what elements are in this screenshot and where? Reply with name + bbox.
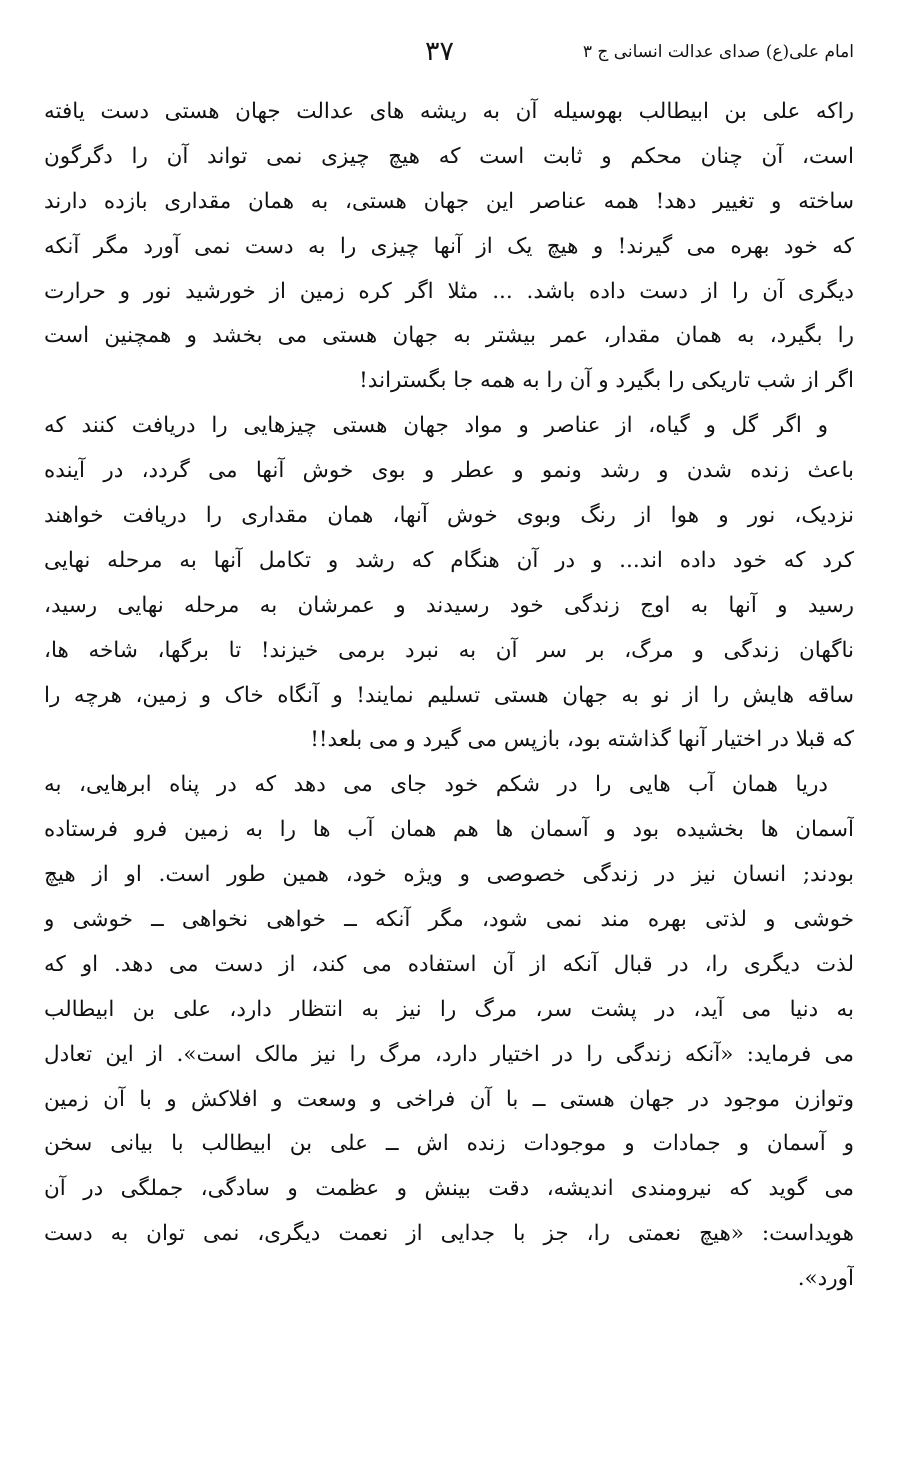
- text-line: که خود بهره می گیرند! و هیچ یک از آنها چیزی را به دست نمی آورد مگر آنکه: [44, 233, 854, 259]
- text-line: آورد».: [797, 1266, 854, 1292]
- text-line: به دنیا می آید، در پشت سر، مرگ را نیز به انتظار دارد، علی بن ابیطالب: [44, 996, 854, 1022]
- text-line: ساقه هایش را از نو به جهان هستی تسلیم نمایند! و آنگاه خاک و زمین، هرچه را: [44, 682, 854, 708]
- text-line: خوشی و لذتی بهره مند نمی شود، مگر آنکه ــ خواهی نخواهی ــ خوشی و: [44, 907, 854, 933]
- text-line: ساخته و تغییر دهد! همه عناصر این جهان هستی، به همان مقداری بازده دارند: [44, 188, 854, 214]
- text-line: و آسمان و جمادات و موجودات زنده اش ــ علی بن ابیطالب با بیانی سخن: [44, 1131, 854, 1157]
- text-line: رسید و آنها به اوج زندگی خود رسیدند و عمرشان به مرحله نهایی رسید،: [44, 592, 854, 618]
- text-line: آسمان ها بخشیده بود و آسمان ها هم همان آب ها را به زمین فرو فرستاده: [44, 817, 854, 843]
- paragraph: [44, 90, 854, 404]
- text-line: بودند; انسان نیز در زندگی خصوصی و ویژه خود، همین طور است. او از هیچ: [44, 862, 854, 888]
- text-line: می فرماید: «آنکه زندگی را در اختیار دارد، مرگ را نیز مالک است». از این تعادل: [44, 1041, 854, 1067]
- text-line: است، آن چنان محکم و ثابت است که هیچ چیزی نمی تواند آن را دگرگون: [44, 143, 854, 169]
- text-line: و اگر گل و گیاه، از عناصر و مواد جهان هستی چیزهایی را دریافت کنند که: [44, 413, 828, 439]
- text-line: که قبلا در اختیار آنها گذاشته بود، بازپس می گیرد و می بلعد!!: [310, 727, 854, 753]
- text-line: دریا همان آب هایی را در شکم خود جای می دهد که در پناه ابرهایی، به: [44, 772, 828, 798]
- page-number: ۳۷: [424, 36, 454, 67]
- body-text: [44, 90, 854, 1302]
- page-header: [44, 36, 854, 76]
- text-line: می گوید که نیرومندی اندیشه، دقت بینش و عظمت و سادگی، جملگی در آن: [44, 1176, 854, 1202]
- text-line: راکه علی بن ابیطالب بهوسیله آن به ریشه های عدالت جهان هستی دست یافته: [44, 99, 854, 124]
- text-line: لذت دیگری را، در قبال آنکه از آن استفاده می کند، از دست می دهد. او که: [44, 951, 854, 977]
- text-line: کرد که خود داده اند... و در آن هنگام که رشد و تکامل آنها به مرحله نهایی: [44, 547, 854, 573]
- text-line: نزدیک، نور و هوا از رنگ وبوی خوش آنها، همان مقداری را دریافت خواهند: [44, 503, 854, 529]
- text-line: اگر از شب تاریکی را بگیرد و آن را به همه جا بگستراند!: [359, 368, 854, 394]
- text-line: دیگری آن را از دست داده باشد. ... مثلا اگر کره زمین از خورشید نور و حرارت: [44, 278, 854, 304]
- text-line: باعث زنده شدن و رشد ونمو و عطر و بوی خوش آنها می گردد، در آینده: [44, 458, 854, 484]
- text-line: را بگیرد، به همان مقدار، عمر بیشتر به جهان هستی می بخشد و همچنین است: [44, 323, 854, 349]
- text-line: ناگهان زندگی و مرگ، بر سر آن به نبرد برمی خیزند! تا برگها، شاخه ها،: [44, 637, 854, 663]
- paragraph: [44, 763, 854, 1302]
- paragraph: [44, 404, 854, 763]
- text-line: وتوازن موجود در جهان هستی ــ با آن فراخی و وسعت و افلاکش و با آن زمین: [44, 1086, 854, 1112]
- running-title: امام علی(ع) صدای عدالت انسانی ج ۳: [582, 42, 854, 62]
- text-line: هویداست: «هیچ نعمتی را، جز با جدایی از نعمت دیگری، نمی توان به دست: [44, 1221, 854, 1247]
